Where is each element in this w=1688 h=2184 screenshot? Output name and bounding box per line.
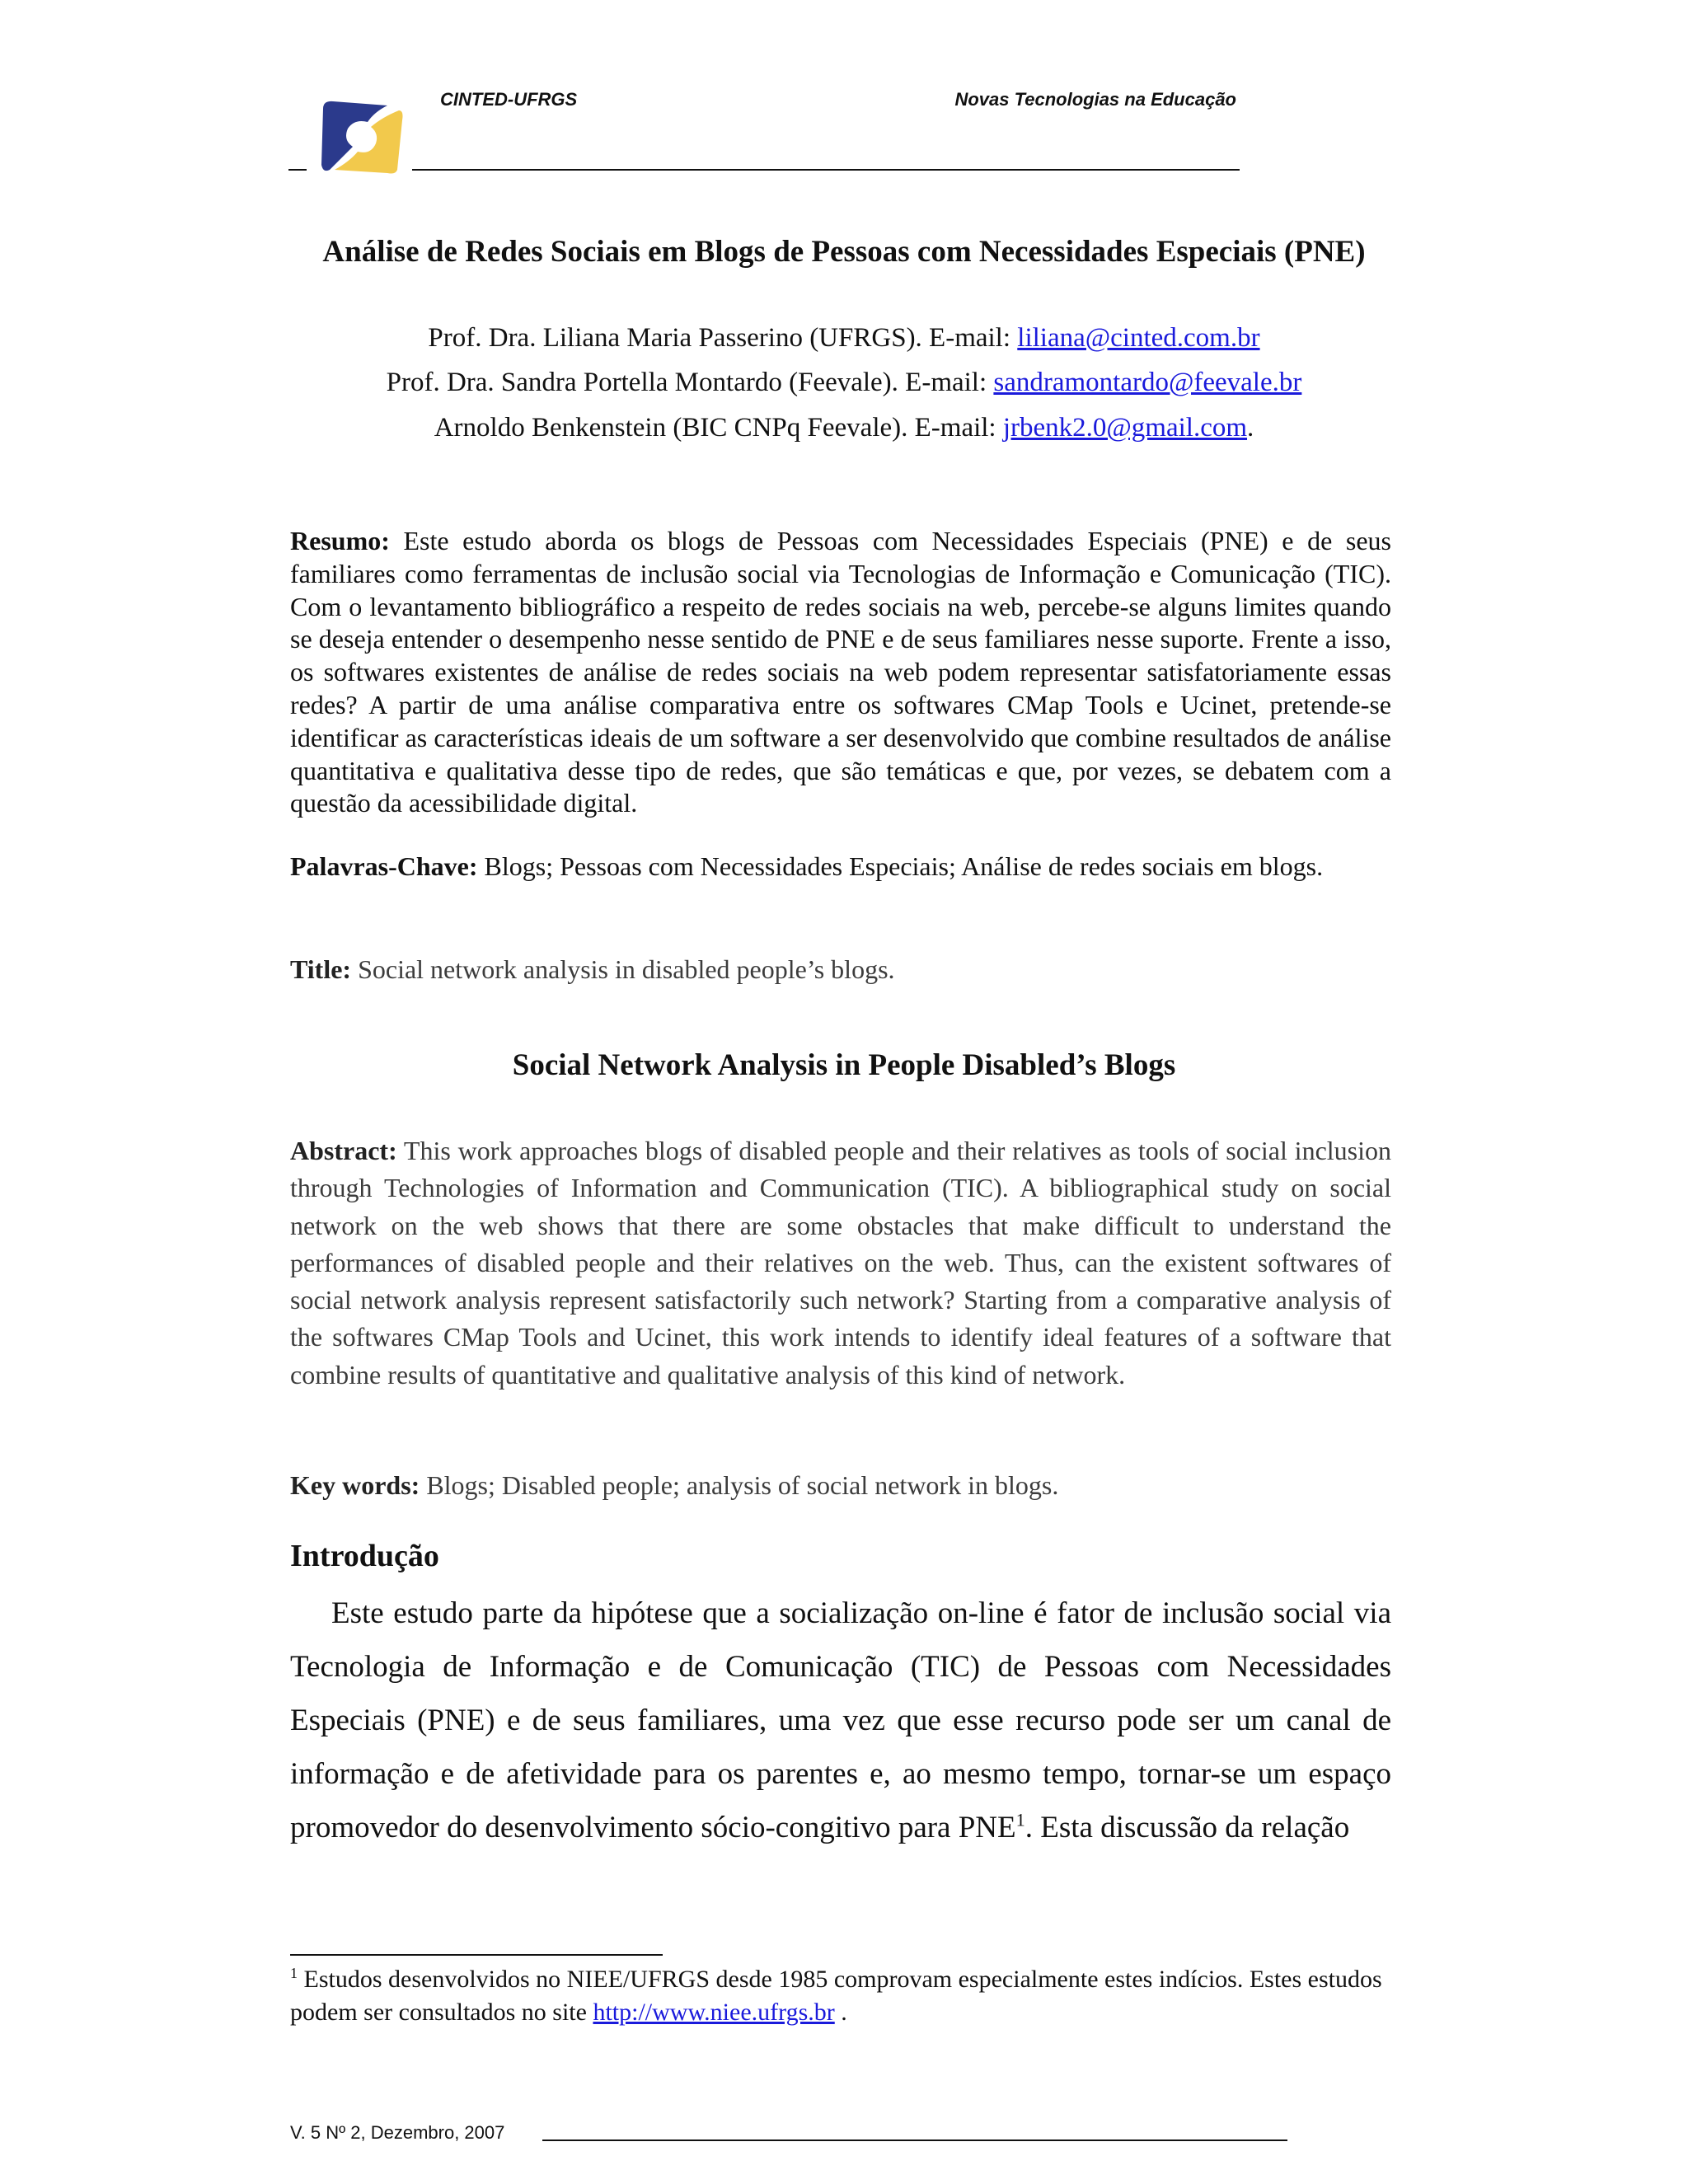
- keywords-label: Key words:: [290, 1470, 420, 1500]
- abstract-paragraph: [290, 1132, 1391, 1394]
- page-footer: V. 5 Nº 2, Dezembro, 2007: [290, 2122, 505, 2143]
- keywords-paragraph: [290, 1467, 1391, 1504]
- keywords-text: Blogs; Disabled people; analysis of social network in blogs.: [420, 1470, 1059, 1500]
- footnote-text: Estudos desenvolvidos no NIEE/UFRGS desde 1985 comprovam especialmente estes indícios. Estes estudos podem ser consultados no site: [290, 1966, 1382, 2026]
- footnote-rule: [290, 1954, 663, 1956]
- header-rule: [412, 169, 1240, 171]
- author-name: Prof. Dra. Liliana Maria Passerino (UFRGS). E-mail:: [428, 323, 1018, 353]
- author-name: Prof. Dra. Sandra Portella Montardo (Feevale). E-mail:: [386, 368, 994, 397]
- footer-rule: [542, 2139, 1287, 2141]
- english-title-label: Title:: [290, 954, 352, 984]
- author-email-link[interactable]: sandramontardo@feevale.br: [993, 368, 1302, 397]
- english-paper-title: Social Network Analysis in People Disabled’s Blogs: [512, 1048, 1176, 1082]
- header-rule-short: [288, 169, 307, 171]
- author-line-3: [0, 413, 1688, 443]
- resumo-text: Este estudo aborda os blogs de Pessoas com Necessidades Especiais (PNE) e de seus familiares como ferramentas de inclusão social via Tecnologias de Informação e Comunicação (TIC). Com o levantamento bibliográfico a respeito de redes sociais na web, percebe-se alguns limites quando se deseja entender o desempenho nesse sentido de PNE e de seus familiares nesse suporte. Frente a isso, os softwares existentes de análise de redes sociais na web podem representar satisfatoriamente essas redes? A partir de uma análise comparativa entre os softwares CMap Tools e Ucinet, pretende-se identificar as características ideais de um software a ser desenvolvido que combine resultados de análise quantitativa e qualitativa desse tipo de redes, que são temáticas e que, por vezes, se debatem com a questão da acessibilidade digital.: [290, 526, 1391, 818]
- footnote-suffix: .: [834, 1999, 847, 2026]
- abstract-label: Abstract:: [290, 1136, 397, 1165]
- footnote-reference[interactable]: 1: [1015, 1809, 1025, 1830]
- author-line-2: [0, 368, 1688, 398]
- running-header-right: Novas Tecnologias na Educação: [954, 89, 1236, 110]
- footnote: [290, 1963, 1391, 2029]
- cinted-logo-icon: [316, 101, 406, 175]
- author-email-link[interactable]: liliana@cinted.com.br: [1017, 323, 1260, 353]
- author-email-link[interactable]: jrbenk2.0@gmail.com: [1002, 413, 1248, 443]
- palavras-chave-text: Blogs; Pessoas com Necessidades Especiais; Análise de redes sociais em blogs.: [477, 851, 1324, 881]
- english-title-line: [290, 951, 1391, 988]
- intro-text: Este estudo parte da hipótese que a socialização on-line é fator de inclusão social via Tecnologia de Informação e de Comunicação (TIC) de Pessoas com Necessidades Especiais (PNE) e de seus familiares, uma vez que esse recurso pode ser um canal de informação e de afetividade para os parentes e, ao mesmo tempo, tornar-se um espaço promovedor do desenvolvimento sócio-congitivo para PNE: [290, 1596, 1391, 1844]
- introducao-paragraph: [290, 1586, 1391, 1854]
- section-heading-introducao: Introdução: [290, 1539, 439, 1573]
- palavras-chave-paragraph: [290, 851, 1391, 883]
- footnote-link[interactable]: http://www.niee.ufrgs.br: [593, 1999, 835, 2026]
- resumo-paragraph: [290, 525, 1391, 820]
- english-title-text: Social network analysis in disabled people’s blogs.: [351, 954, 895, 984]
- running-header-left: CINTED-UFRGS: [440, 89, 578, 110]
- palavras-chave-label: Palavras-Chave:: [290, 851, 478, 881]
- author-suffix: .: [1247, 413, 1254, 443]
- author-name: Arnoldo Benkenstein (BIC CNPq Feevale). E-mail:: [434, 413, 1003, 443]
- abstract-text: This work approaches blogs of disabled people and their relatives as tools of social inclusion through Technologies of Information and Communication (TIC). A bibliographical study on social network on the web shows that there are some obstacles that make difficult to understand the performances of disabled people and their relatives on the web. Thus, can the existent softwares of social network analysis represent satisfactorily such network? Starting from a comparative analysis of the softwares CMap Tools and Ucinet, this work intends to identify ideal features of a software that combine results of quantitative and qualitative analysis of this kind of network.: [290, 1136, 1391, 1390]
- paper-title: Análise de Redes Sociais em Blogs de Pessoas com Necessidades Especiais (PNE): [322, 235, 1366, 269]
- author-line-1: [0, 323, 1688, 354]
- intro-text-continued: . Esta discussão da relação: [1025, 1811, 1350, 1844]
- resumo-label: Resumo:: [290, 526, 390, 555]
- footnote-number: 1: [290, 1965, 298, 1981]
